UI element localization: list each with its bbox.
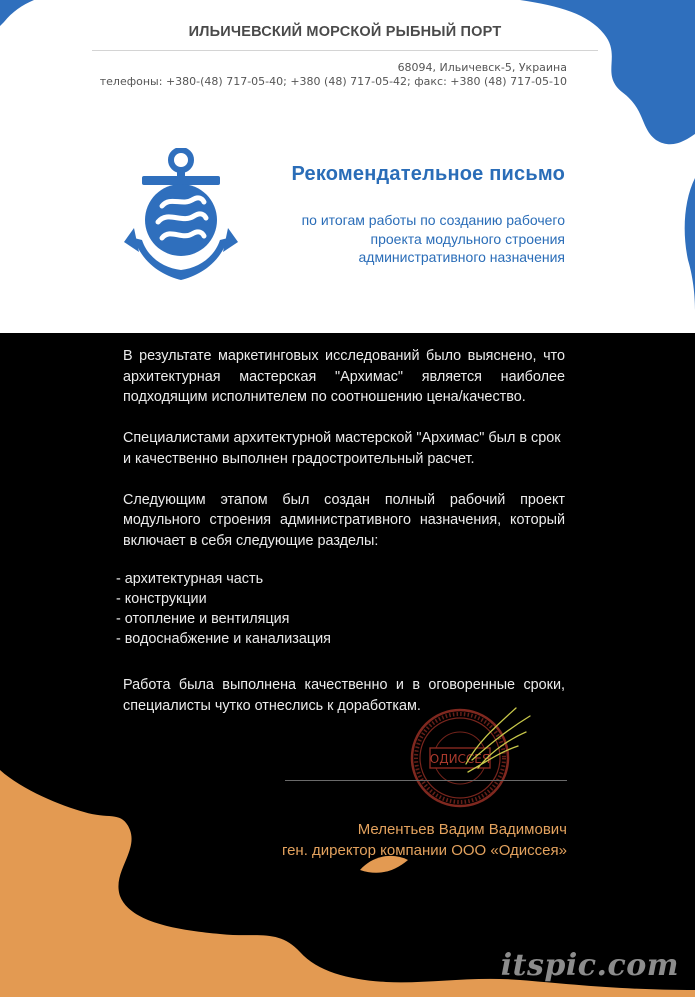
stamp-label: ОДИССЕЯ (429, 752, 491, 766)
body-paragraph: В результате маркетинговых исследований было выяснено, что архитектурная мастерская "Архимас" является наиболее подходящим исполнителем по соотношению цена/качество. (123, 348, 565, 405)
header-divider (92, 50, 598, 51)
subtitle-line: проекта модульного строения (370, 230, 565, 247)
document-title: Рекомендательное письмо (291, 163, 565, 185)
section-item: - конструкции (116, 591, 207, 607)
phones-line: телефоны: +380-(48) 717-05-40; +380 (48) 717-05-42; факс: +380 (48) 717-05-10 (99, 75, 567, 88)
section-item: - водоснабжение и канализация (116, 631, 331, 647)
document-subtitle (245, 211, 565, 267)
signature-line (285, 780, 567, 781)
closing-paragraph: Работа была выполнена качественно и в оговоренные сроки, специалисты чутко отнеслись к доработкам. (123, 677, 565, 714)
subtitle-line: по итогам работы по созданию рабочего (301, 212, 565, 228)
contact-block (100, 61, 567, 89)
org-name: ИЛЬИЧЕВСКИЙ МОРСКОЙ РЫБНЫЙ ПОРТ (188, 24, 502, 40)
signer-name: Мелентьев Вадим Вадимович (357, 821, 567, 838)
address-line: 68094, Ильичевск-5, Украина (397, 61, 567, 74)
subtitle-line: административного назначения (358, 249, 565, 265)
body-paragraph: Следующим этапом был создан полный рабочий проект модульного строения административного назначения, который включает в себя следующие разделы: (123, 491, 565, 549)
body-paragraph: Специалистами архитектурной мастерской "Архимас" был в срок и качественно выполнен градостроительный расчет. (123, 430, 561, 467)
watermark-text: itspic.com (500, 948, 679, 983)
sections-list (116, 569, 331, 649)
signer-block (282, 819, 567, 861)
letter-body (123, 346, 565, 572)
company-stamp (408, 702, 538, 814)
section-item: - отопление и вентиляция (116, 611, 290, 627)
section-item: - архитектурная часть (116, 571, 264, 587)
signer-position: ген. директор компании ООО «Одиссея» (281, 842, 567, 859)
anchor-icon (122, 148, 240, 282)
